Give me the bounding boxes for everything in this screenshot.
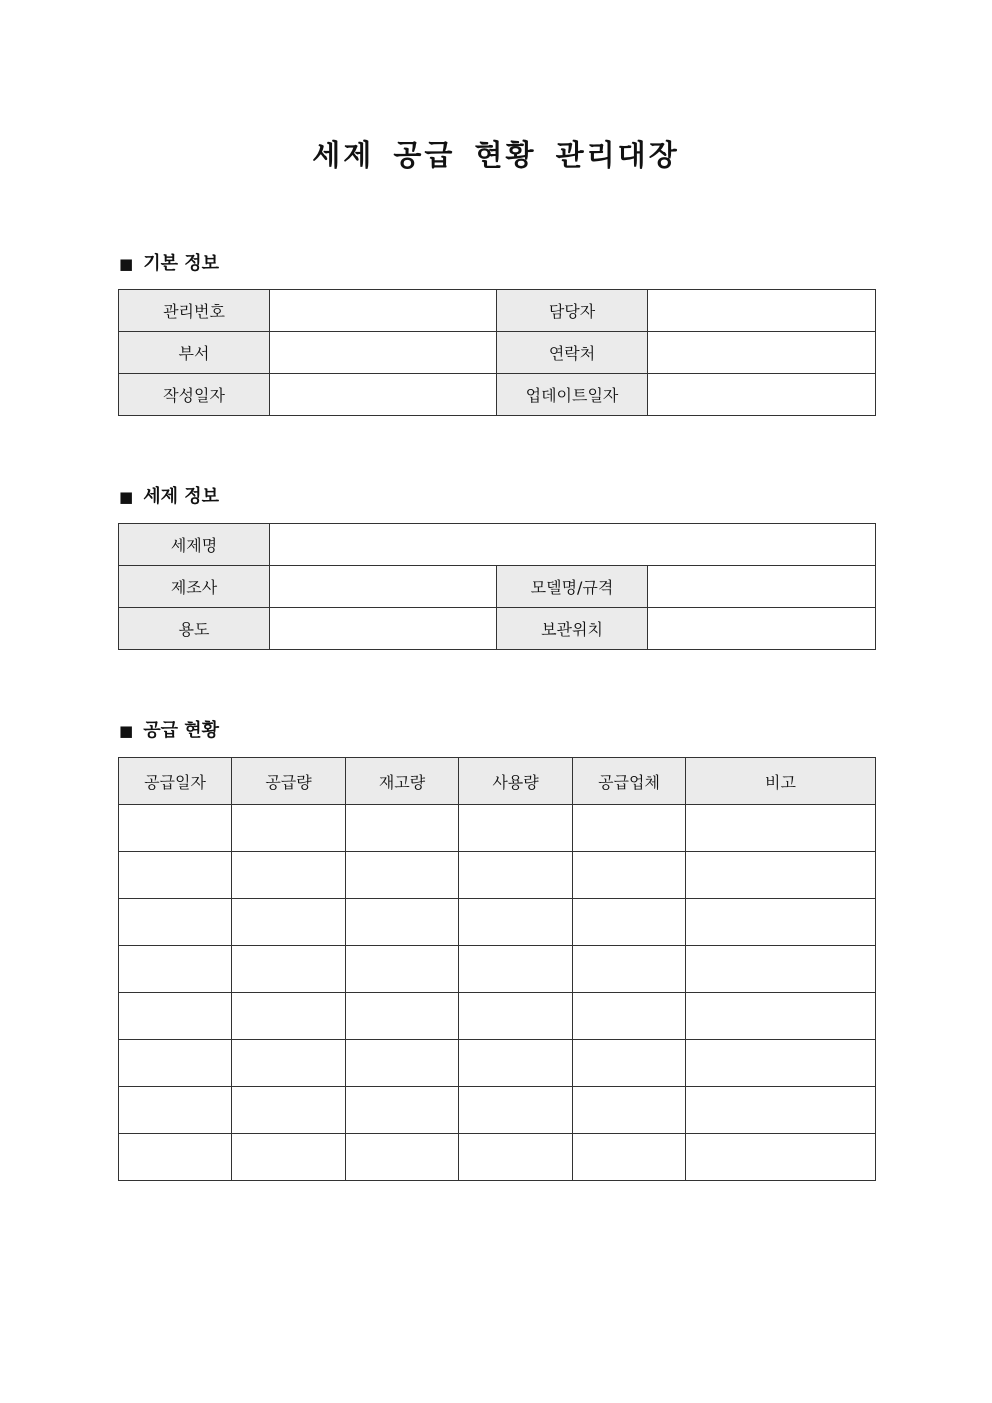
supplier-cell[interactable] bbox=[573, 852, 686, 899]
value-field-purpose[interactable] bbox=[270, 608, 497, 650]
table-row bbox=[119, 1040, 876, 1087]
stock-amount-cell[interactable] bbox=[346, 1134, 459, 1181]
section-heading-detergent-info bbox=[119, 485, 219, 509]
supplier-cell[interactable] bbox=[573, 993, 686, 1040]
table-row bbox=[119, 899, 876, 946]
square-bullet-icon: ■ bbox=[119, 722, 134, 740]
column-header-remarks: 비고 bbox=[686, 758, 876, 805]
supplier-cell[interactable] bbox=[573, 946, 686, 993]
value-field-manufacturer[interactable] bbox=[270, 566, 497, 608]
supply-date-cell[interactable] bbox=[119, 946, 232, 993]
value-field-management-number[interactable] bbox=[270, 290, 497, 332]
table-row bbox=[119, 993, 876, 1040]
remarks-cell[interactable] bbox=[686, 993, 876, 1040]
usage-amount-cell[interactable] bbox=[459, 899, 573, 946]
table-header-row bbox=[119, 758, 876, 805]
value-field-updated-date[interactable] bbox=[648, 374, 876, 416]
supply-date-cell[interactable] bbox=[119, 1040, 232, 1087]
supply-amount-cell[interactable] bbox=[232, 1087, 346, 1134]
table-row bbox=[119, 1087, 876, 1134]
supply-status-table bbox=[118, 757, 876, 1181]
table-row bbox=[119, 332, 876, 374]
supplier-cell[interactable] bbox=[573, 1134, 686, 1181]
table-row bbox=[119, 566, 876, 608]
supplier-cell[interactable] bbox=[573, 1040, 686, 1087]
supply-date-cell[interactable] bbox=[119, 1087, 232, 1134]
table-row bbox=[119, 374, 876, 416]
usage-amount-cell[interactable] bbox=[459, 852, 573, 899]
usage-amount-cell[interactable] bbox=[459, 805, 573, 852]
label-detergent-name: 세제명 bbox=[119, 524, 270, 566]
stock-amount-cell[interactable] bbox=[346, 899, 459, 946]
table-row bbox=[119, 1134, 876, 1181]
supply-table-body bbox=[119, 805, 876, 1181]
usage-amount-cell[interactable] bbox=[459, 1087, 573, 1134]
supplier-cell[interactable] bbox=[573, 1087, 686, 1134]
detergent-info-table bbox=[118, 523, 876, 650]
supply-date-cell[interactable] bbox=[119, 805, 232, 852]
remarks-cell[interactable] bbox=[686, 1134, 876, 1181]
label-manufacturer: 제조사 bbox=[119, 566, 270, 608]
label-person-in-charge: 담당자 bbox=[497, 290, 648, 332]
supplier-cell[interactable] bbox=[573, 805, 686, 852]
value-field-created-date[interactable] bbox=[270, 374, 497, 416]
supply-date-cell[interactable] bbox=[119, 852, 232, 899]
table-row bbox=[119, 852, 876, 899]
supply-amount-cell[interactable] bbox=[232, 1040, 346, 1087]
label-management-number: 관리번호 bbox=[119, 290, 270, 332]
label-updated-date: 업데이트일자 bbox=[497, 374, 648, 416]
section-heading-basic-info bbox=[119, 252, 219, 276]
table-row bbox=[119, 524, 876, 566]
table-row bbox=[119, 946, 876, 993]
usage-amount-cell[interactable] bbox=[459, 993, 573, 1040]
remarks-cell[interactable] bbox=[686, 805, 876, 852]
stock-amount-cell[interactable] bbox=[346, 946, 459, 993]
column-header-stock-amount: 재고량 bbox=[346, 758, 459, 805]
supplier-cell[interactable] bbox=[573, 899, 686, 946]
label-department: 부서 bbox=[119, 332, 270, 374]
remarks-cell[interactable] bbox=[686, 852, 876, 899]
supply-amount-cell[interactable] bbox=[232, 1134, 346, 1181]
value-field-detergent-name[interactable] bbox=[270, 524, 876, 566]
stock-amount-cell[interactable] bbox=[346, 993, 459, 1040]
supply-amount-cell[interactable] bbox=[232, 946, 346, 993]
section-heading-supply-status bbox=[119, 719, 219, 743]
label-purpose: 용도 bbox=[119, 608, 270, 650]
section-heading-label: 공급 현황 bbox=[143, 720, 220, 741]
value-field-contact[interactable] bbox=[648, 332, 876, 374]
square-bullet-icon: ■ bbox=[119, 488, 134, 506]
label-contact: 연락처 bbox=[497, 332, 648, 374]
value-field-department[interactable] bbox=[270, 332, 497, 374]
column-header-usage-amount: 사용량 bbox=[459, 758, 573, 805]
basic-info-table bbox=[118, 289, 876, 416]
stock-amount-cell[interactable] bbox=[346, 805, 459, 852]
usage-amount-cell[interactable] bbox=[459, 1134, 573, 1181]
page-title: 세제 공급 현황 관리대장 bbox=[312, 138, 680, 172]
column-header-supplier: 공급업체 bbox=[573, 758, 686, 805]
label-storage-location: 보관위치 bbox=[497, 608, 648, 650]
section-heading-label: 세제 정보 bbox=[143, 486, 220, 507]
supply-date-cell[interactable] bbox=[119, 1134, 232, 1181]
value-field-person-in-charge[interactable] bbox=[648, 290, 876, 332]
supply-amount-cell[interactable] bbox=[232, 852, 346, 899]
column-header-supply-date: 공급일자 bbox=[119, 758, 232, 805]
value-field-storage-location[interactable] bbox=[648, 608, 876, 650]
section-heading-label: 기본 정보 bbox=[143, 253, 220, 274]
square-bullet-icon: ■ bbox=[119, 255, 134, 273]
usage-amount-cell[interactable] bbox=[459, 946, 573, 993]
remarks-cell[interactable] bbox=[686, 1040, 876, 1087]
column-header-supply-amount: 공급량 bbox=[232, 758, 346, 805]
label-created-date: 작성일자 bbox=[119, 374, 270, 416]
supply-amount-cell[interactable] bbox=[232, 899, 346, 946]
table-row bbox=[119, 805, 876, 852]
value-field-model-spec[interactable] bbox=[648, 566, 876, 608]
stock-amount-cell[interactable] bbox=[346, 1040, 459, 1087]
supply-date-cell[interactable] bbox=[119, 899, 232, 946]
stock-amount-cell[interactable] bbox=[346, 852, 459, 899]
remarks-cell[interactable] bbox=[686, 946, 876, 993]
table-row bbox=[119, 608, 876, 650]
remarks-cell[interactable] bbox=[686, 899, 876, 946]
usage-amount-cell[interactable] bbox=[459, 1040, 573, 1087]
supply-amount-cell[interactable] bbox=[232, 805, 346, 852]
remarks-cell[interactable] bbox=[686, 1087, 876, 1134]
supply-amount-cell[interactable] bbox=[232, 993, 346, 1040]
label-model-spec: 모델명/규격 bbox=[497, 566, 648, 608]
stock-amount-cell[interactable] bbox=[346, 1087, 459, 1134]
table-row bbox=[119, 290, 876, 332]
supply-date-cell[interactable] bbox=[119, 993, 232, 1040]
